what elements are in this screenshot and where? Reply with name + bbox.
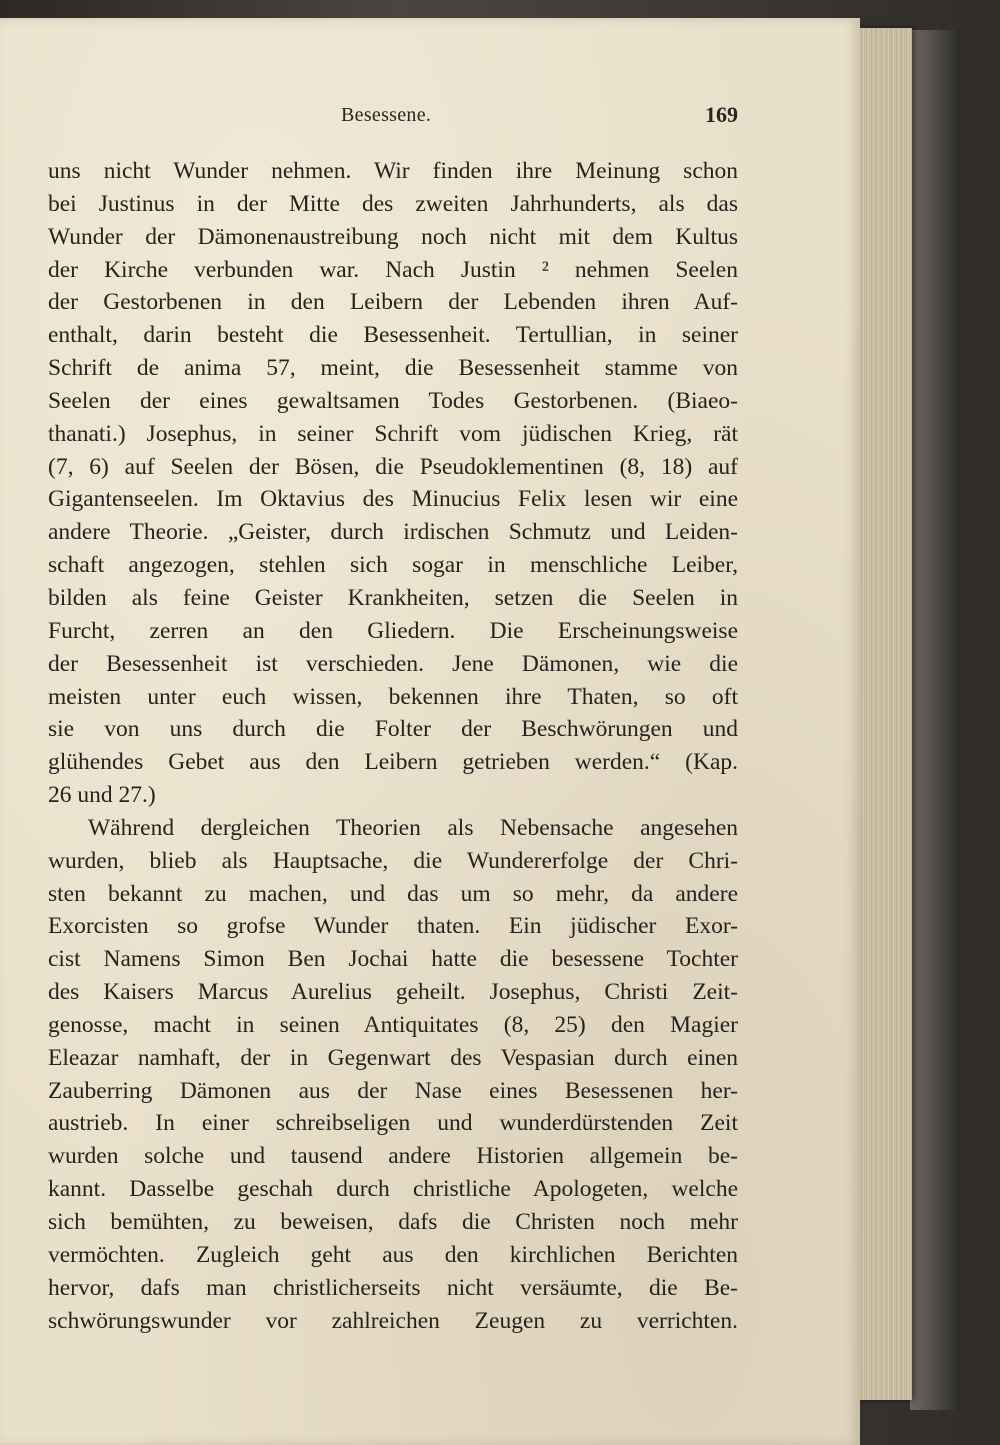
text-line: Zauberring Dämonen aus der Nase eines Besessenen her-: [48, 1077, 738, 1104]
text-line: wurden solche und tausend andere Historien allgemein be-: [48, 1143, 738, 1170]
text-line: des Kaisers Marcus Aurelius geheilt. Josephus, Christi Zeit-: [48, 979, 738, 1006]
text-line: Eleazar namhaft, der in Gegenwart des Vespasian durch einen: [48, 1044, 738, 1071]
text-line: enthalt, darin besteht die Besessenheit. Tertullian, in seiner: [48, 322, 738, 349]
text-line: (7, 6) auf Seelen der Bösen, die Pseudoklementinen (8, 18) auf: [48, 453, 738, 480]
text-line: Wunder der Dämonenaustreibung noch nicht mit dem Kultus: [48, 223, 738, 250]
text-line: wurden, blieb als Hauptsache, die Wundererfolge der Chri-: [48, 847, 738, 874]
text-line: Exorcisten so grofse Wunder thaten. Ein jüdischer Exor-: [48, 913, 738, 940]
text-line: schaft angezogen, stehlen sich sogar in menschliche Leiber,: [48, 552, 738, 579]
text-line: Schrift de anima 57, meint, die Besessenheit stamme von: [48, 355, 738, 382]
text-line: andere Theorie. „Geister, durch irdischen Schmutz und Leiden-: [48, 519, 738, 546]
running-head: [48, 104, 738, 134]
page-number: 169: [705, 102, 738, 127]
text-line: thanati.) Josephus, in seiner Schrift vom jüdischen Krieg, rät: [48, 420, 738, 447]
text-line: uns nicht Wunder nehmen. Wir finden ihre Meinung schon: [48, 158, 738, 184]
text-line: Furcht, zerren an den Gliedern. Die Erscheinungsweise: [48, 617, 738, 644]
text-line: kannt. Dasselbe geschah durch christliche Apologeten, welche: [48, 1176, 738, 1203]
text-line: cist Namens Simon Ben Jochai hatte die besessene Tochter: [48, 946, 738, 973]
text-line: austrieb. In einer schreibseligen und wunderdürstenden Zeit: [48, 1110, 738, 1137]
text-line: Während dergleichen Theorien als Nebensache angesehen: [88, 814, 738, 841]
text-line: sten bekannt zu machen, und das um so mehr, da andere: [48, 880, 738, 907]
running-title: Besessene.: [341, 104, 432, 126]
book-cover-edge: [910, 30, 960, 1410]
text-line: schwörungswunder vor zahlreichen Zeugen zu verrichten.: [48, 1307, 738, 1334]
text-line: der Kirche verbunden war. Nach Justin ² nehmen Seelen: [48, 256, 738, 283]
text-line: 26 und 27.): [48, 782, 156, 809]
text-line: bilden als feine Geister Krankheiten, setzen die Seelen in: [48, 584, 738, 611]
text-line: bei Justinus in der Mitte des zweiten Jahrhunderts, als das: [48, 190, 738, 217]
text-line: glühendes Gebet aus den Leibern getrieben werden.“ (Kap.: [48, 749, 738, 776]
text-line: der Gestorbenen in den Leibern der Lebenden ihren Auf-: [48, 289, 738, 316]
text-line: sich bemühten, zu beweisen, dafs die Christen noch mehr: [48, 1209, 738, 1235]
text-line: meisten unter euch wissen, bekennen ihre Thaten, so oft: [48, 683, 738, 710]
text-line: vermöchten. Zugleich geht aus den kirchlichen Berichten: [48, 1241, 738, 1268]
text-line: Seelen der eines gewaltsamen Todes Gestorbenen. (Biaeo-: [48, 387, 738, 414]
body-text: [48, 155, 738, 1337]
text-line: hervor, dafs man christlicherseits nicht versäumte, die Be-: [48, 1274, 738, 1301]
text-line: Gigantenseelen. Im Oktavius des Minucius Felix lesen wir eine: [48, 486, 738, 513]
text-line: genosse, macht in seinen Antiquitates (8, 25) den Magier: [48, 1011, 738, 1038]
text-line: der Besessenheit ist verschieden. Jene Dämonen, wie die: [48, 650, 738, 677]
text-line: sie von uns durch die Folter der Beschwörungen und: [48, 716, 738, 743]
